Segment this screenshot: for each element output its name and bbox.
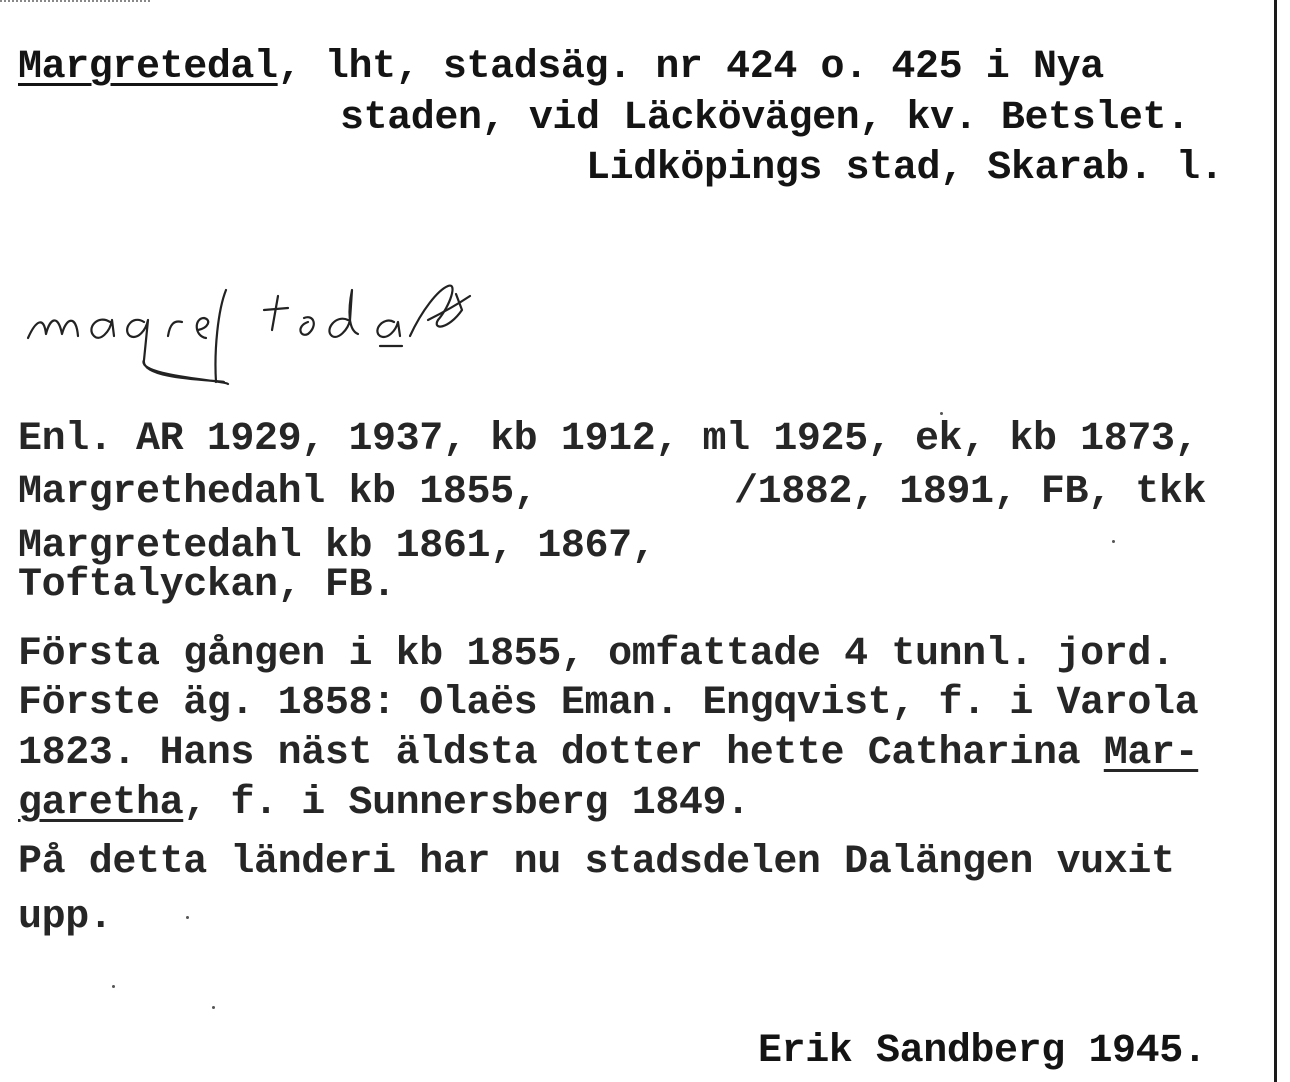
speck [940,412,943,415]
sources-line-1: Enl. AR 1929, 1937, kb 1912, ml 1925, ek, kb 1873, [18,417,1199,462]
sources-line-2b: /1882, 1891, FB, tkk [734,470,1207,515]
history-line-3-underlined: Mar- [1103,731,1199,776]
sources-line-3: Margretedahl kb 1861, 1867, [18,524,656,569]
card-right-edge [1274,0,1277,1082]
speck [1112,540,1115,543]
handwriting-drawing [18,250,658,390]
history-line-1: Första gången i kb 1855, omfattade 4 tunnl. jord. [18,632,1175,677]
speck [186,916,189,919]
author-signature: Erik Sandberg 1945. [758,1029,1207,1074]
header-line-2: staden, vid Läckövägen, kv. Betslet. [340,96,1190,141]
history-line-6: upp. [18,895,113,940]
history-line-5: På detta länderi har nu stadsdelen Dalängen vuxit [18,840,1175,885]
speck [212,1006,215,1009]
sources-line-2a: Margrethedahl kb 1855, [18,470,538,515]
history-line-2: Förste äg. 1858: Olaës Eman. Engqvist, f. i Varola [18,681,1199,726]
history-line-4 [18,781,750,826]
sources-line-4: Toftalyckan, FB. [18,563,396,608]
history-line-4-rest: , f. i Sunnersberg 1849. [183,781,750,826]
handwritten-name [18,250,658,390]
history-line-3 [18,731,1199,776]
place-name: Margretedal [18,45,278,90]
header-line-1 [18,45,1104,90]
history-line-3-pre: 1823. Hans näst äldsta dotter hette Catharina [18,731,1104,776]
history-line-4-underlined: garetha [18,781,184,826]
top-edge-dots [0,0,150,4]
speck [112,985,115,988]
header-line-3: Lidköpings stad, Skarab. l. [586,146,1224,191]
header-line-1-rest: , lht, stadsäg. nr 424 o. 425 i Nya [277,45,1104,90]
sources-line-2 [18,470,538,515]
